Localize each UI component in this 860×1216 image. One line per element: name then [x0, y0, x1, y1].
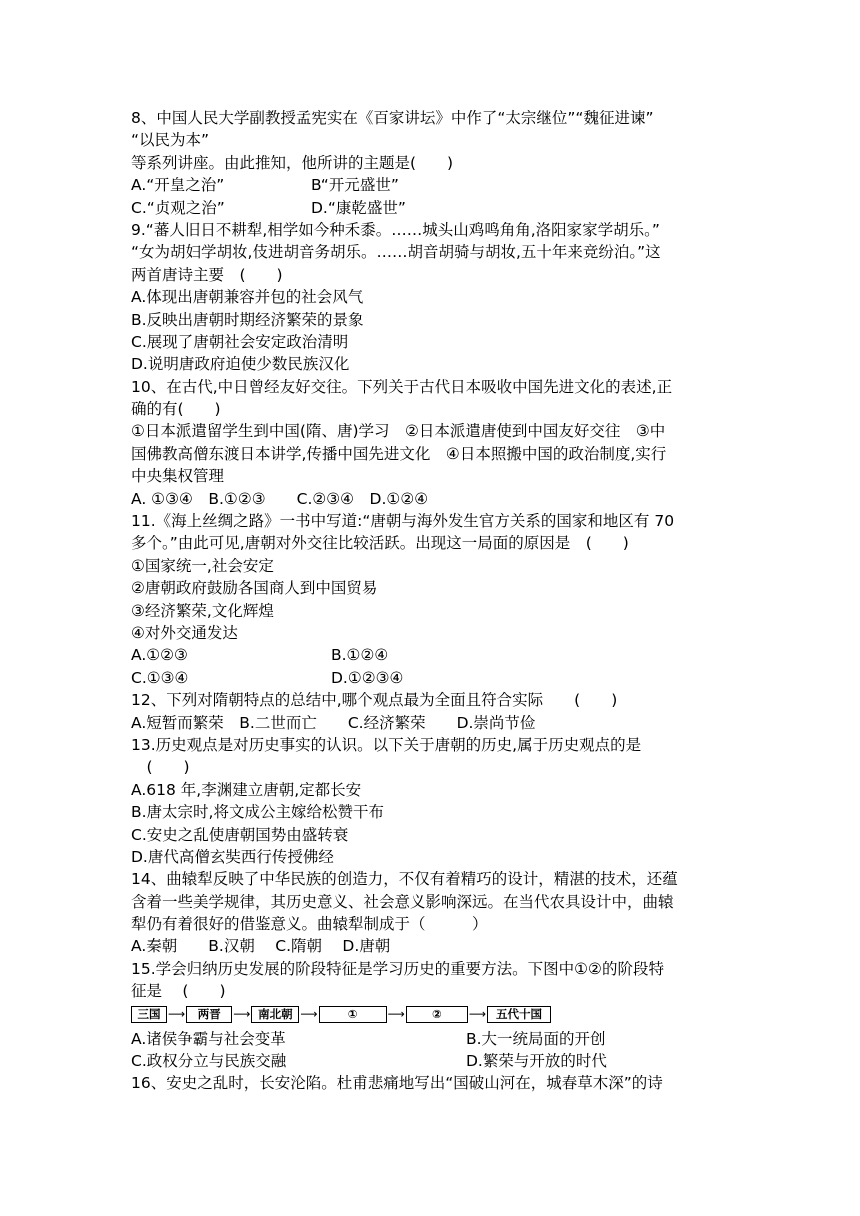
- q9-stem-line3: 两首唐诗主要 ( ): [131, 265, 283, 284]
- q13-option-a: A.618 年,李渊建立唐朝,定都长安: [131, 780, 362, 799]
- q9-option-a: A.体现出唐朝兼容并包的社会风气: [131, 288, 364, 307]
- q9-option-d: D.说明唐政府迫使少数民族汉化: [131, 355, 350, 374]
- q8-option-d: D.“康乾盛世”: [311, 198, 406, 217]
- q11-options-row2: [131, 667, 741, 689]
- exam-content: [131, 107, 741, 1095]
- flow-box-nanbeichao: 南北朝: [251, 1006, 299, 1023]
- q15-stem-line1: 15.学会归纳历史发展的阶段特征是学习历史的重要方法。下图中①②的阶段特: [131, 959, 664, 978]
- q13-option-d: D.唐代高僧玄奘西行传授佛经: [131, 847, 334, 866]
- q15-option-b: B.大一统局面的开创: [466, 1029, 606, 1048]
- q11-item-3: ③经济繁荣,文化辉煌: [131, 601, 274, 620]
- q10-options: A. ①③④ B.①②③ C.②③④ D.①②④: [131, 489, 429, 508]
- q10-item-line2: 国佛教高僧东渡日本讲学,传播中国先进文化 ④日本照搬中国的政治制度,实行: [131, 444, 667, 463]
- q9-option-b: B.反映出唐朝时期经济繁荣的景象: [131, 310, 364, 329]
- q10-item-line1: ①日本派遣留学生到中国(隋、唐)学习 ②日本派遣唐使到中国友好交往 ③中: [131, 422, 666, 441]
- q15-option-a: A.诸侯争霸与社会变革: [131, 1029, 286, 1048]
- q11-item-2: ②唐朝政府鼓励各国商人到中国贸易: [131, 579, 378, 598]
- q11-option-c: C.①③④: [131, 668, 189, 687]
- arrow-icon: ⟶: [300, 1007, 318, 1022]
- flow-box-sanguo: 三国: [131, 1006, 167, 1023]
- q13-option-c: C.安史之乱使唐朝国势由盛转衰: [131, 825, 349, 844]
- q13-stem-line1: 13.历史观点是对历史事实的认识。以下关于唐朝的历史,属于历史观点的是: [131, 735, 642, 754]
- q13-stem-line2: ( ): [131, 758, 190, 777]
- q9-stem-line2: “女为胡妇学胡妆,伎进胡音务胡乐。……胡音胡骑与胡妆,五十年来竞纷泊。”这: [131, 243, 661, 262]
- q12-stem: 12、下列对隋朝特点的总结中,哪个观点最为全面且符合实际 ( ): [131, 691, 618, 710]
- q16-stem-line1: 16、安史之乱时，长安沦陷。杜甫悲痛地写出“国破山河在，城春草木深”的诗: [131, 1074, 663, 1093]
- arrow-icon: ⟶: [387, 1007, 405, 1022]
- q9-option-c: C.展现了唐朝社会安定政治清明: [131, 332, 349, 351]
- q10-item-line3: 中央集权管理: [131, 467, 225, 486]
- arrow-icon: ⟶: [168, 1007, 186, 1022]
- q8-stem-line3: 等系列讲座。由此推知，他所讲的主题是( ): [131, 153, 454, 172]
- flow-box-blank-2: ②: [406, 1006, 468, 1023]
- q13-option-b: B.唐太宗时,将文成公主嫁给松赞干布: [131, 803, 384, 822]
- q11-stem-line1: 11.《海上丝绸之路》一书中写道:“唐朝与海外发生官方关系的国家和地区有 70: [131, 512, 675, 531]
- arrow-icon: ⟶: [468, 1007, 487, 1022]
- q15-stem-line2: 征是 ( ): [131, 982, 226, 1001]
- q14-options: A.秦朝 B.汉朝 C.隋朝 D.唐朝: [131, 937, 391, 956]
- flow-box-blank-1: ①: [319, 1006, 387, 1023]
- q15-options-row2: [131, 1050, 741, 1072]
- q9-stem-line1: 9.“蕃人旧日不耕犁,相学如今种禾黍。……城头山鸡鸣角角,洛阳家家学胡乐。”: [131, 220, 660, 239]
- q8-options-row1: [131, 174, 741, 196]
- q10-stem-line2: 确的有( ): [131, 400, 221, 419]
- q8-option-a: A.“开皇之治”: [131, 176, 225, 195]
- q14-stem-line1: 14、曲辕犁反映了中华民族的创造力，不仅有着精巧的设计，精湛的技术，还蕴: [131, 870, 678, 889]
- flow-box-wudai-shiguo: 五代十国: [487, 1006, 551, 1023]
- q11-item-4: ④对外交通发达: [131, 623, 238, 642]
- q11-item-1: ①国家统一,社会安定: [131, 556, 274, 575]
- q15-options-row1: [131, 1028, 741, 1050]
- q8-stem-line1: 8、中国人民大学副教授孟宪实在《百家讲坛》中作了“太宗继位”“魏征进谏”: [131, 109, 654, 127]
- q8-options-row2: [131, 197, 741, 219]
- q14-stem-line3: 犁仍有着很好的借鉴意义。曲辕犁制成于（ ）: [131, 915, 488, 934]
- q11-option-b: B.①②④: [331, 646, 389, 665]
- arrow-icon: ⟶: [233, 1007, 251, 1022]
- dynasty-flow-diagram: [131, 1004, 741, 1026]
- q14-stem-line2: 含着一些美学规律，其历史意义、社会意义影响深远。在当代农具设计中，曲辕: [131, 892, 674, 911]
- q15-option-c: C.政权分立与民族交融: [131, 1052, 287, 1071]
- q8-stem-line2: “以民为本”: [131, 131, 210, 150]
- q11-stem-line2: 多个。”由此可见,唐朝对外交往比较活跃。出现这一局面的原因是 ( ): [131, 534, 629, 553]
- flow-box-liangjin: 两晋: [186, 1006, 232, 1023]
- q11-option-a: A.①②③: [131, 646, 188, 665]
- q12-options: A.短暂而繁荣 B.二世而亡 C.经济繁荣 D.崇尚节俭: [131, 713, 536, 732]
- q8-option-c: C.“贞观之治”: [131, 198, 225, 217]
- q10-stem-line1: 10、在古代,中日曾经友好交往。下列关于古代日本吸收中国先进文化的表述,正: [131, 377, 673, 396]
- q15-option-d: D.繁荣与开放的时代: [466, 1052, 607, 1071]
- q11-options-row1: [131, 644, 741, 666]
- q11-option-d: D.①②③④: [331, 668, 404, 687]
- q8-option-b: B“开元盛世”: [311, 176, 399, 195]
